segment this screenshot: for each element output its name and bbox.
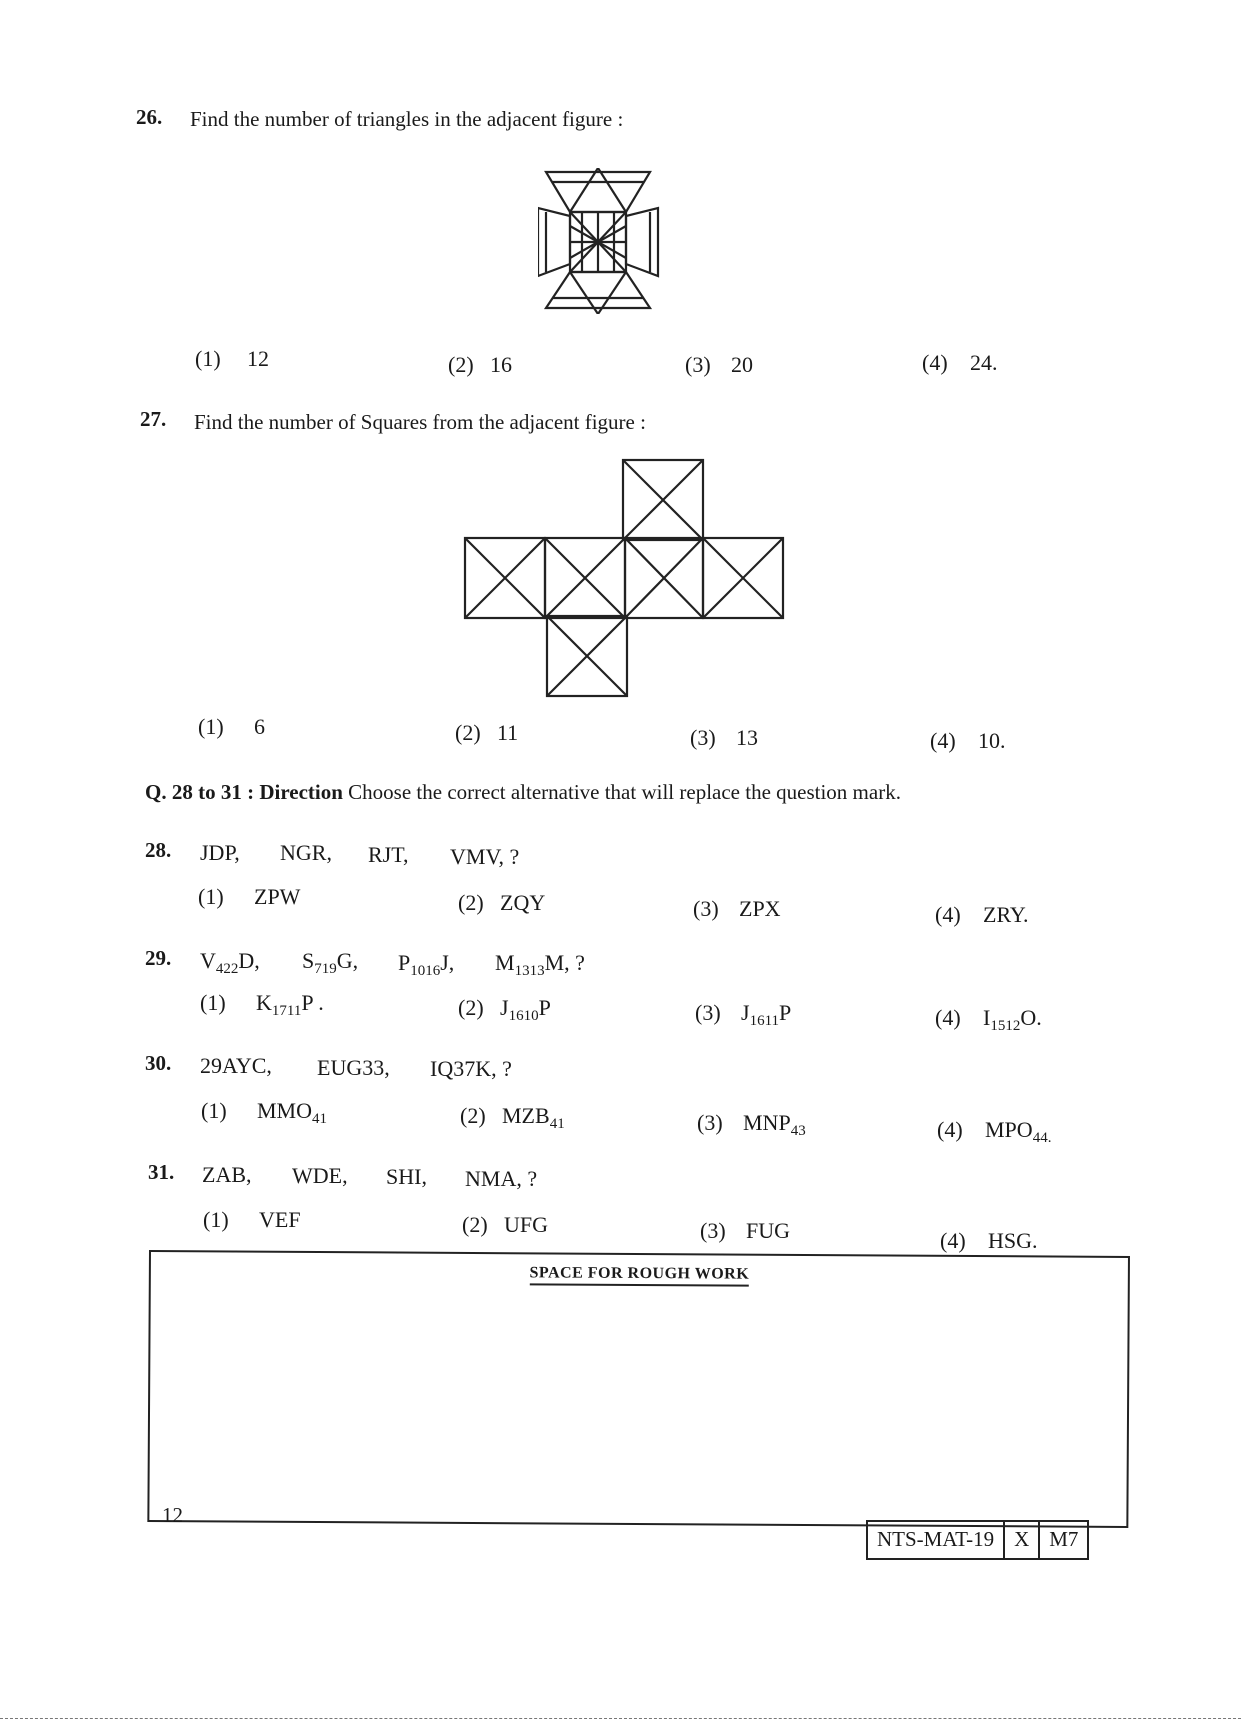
sequence-term: NMA, ? [465,1166,538,1191]
rough-work-title: SPACE FOR ROUGH WORK [151,1262,1128,1286]
triangle-figure [538,168,688,314]
sequence-term: JDP, [200,840,240,865]
option-3[interactable]: (3) $J_{1611}P$ [695,1000,792,1029]
option-2[interactable]: (2) $MZB_{41}$ [460,1103,565,1132]
question-number: 31. [148,1160,175,1184]
sequence-term: $V_{422}D$, [200,948,260,977]
option-4[interactable]: (4) ZRY. [935,902,1029,927]
option-4[interactable]: (4) $I_{1512}O$. [935,1005,1042,1034]
sequence-term: IQ37K, ? [430,1056,512,1081]
option-4[interactable]: (4) 10. [930,728,1006,753]
question-text: Find the number of Squares from the adjacent figure : [194,410,646,434]
option-1[interactable]: (1) $MMO_{41}$ [201,1098,328,1127]
option-4[interactable]: (4) $MPO_{44.}$ [937,1117,1052,1146]
class-code: X [1003,1522,1038,1558]
option-1[interactable]: (1) 6 [198,714,265,739]
option-2[interactable]: (2) 11 [455,720,519,745]
option-2[interactable]: (2) 16 [448,352,512,377]
question-number: 28. [145,838,172,862]
direction-text: Q. 28 to 31 : Direction Choose the correct alternative that will replace the question mark. [145,780,901,804]
sequence-term: $M_{1313}M$, ? [495,950,585,979]
sequence-term: SHI, [386,1164,427,1189]
option-3[interactable]: (3) 13 [690,725,758,750]
option-2[interactable]: (2) ZQY [458,890,546,915]
sequence-term: VMV, ? [450,844,520,869]
option-4[interactable]: (4) 24. [922,350,998,375]
rough-work-box [147,1250,1130,1528]
option-1[interactable]: (1) VEF [203,1207,301,1232]
sequence-term: $S_{719}G$, [302,948,359,977]
option-2[interactable]: (2) $J_{1610}P$ [458,995,551,1024]
option-3[interactable]: (3) $MNP_{43}$ [697,1110,806,1139]
paper-code: NTS-MAT-19 [877,1527,995,1551]
sequence-term: WDE, [292,1163,348,1188]
question-number: 29. [145,946,172,970]
option-4[interactable]: (4) HSG. [940,1228,1038,1253]
sequence-term: EUG33, [317,1055,390,1080]
sequence-term: NGR, [280,840,332,865]
option-2[interactable]: (2) UFG [462,1212,549,1237]
option-1[interactable]: (1) 12 [195,346,269,371]
page-number: 12 [162,1503,183,1527]
option-3[interactable]: (3) FUG [700,1218,791,1243]
sequence-term: 29AYC, [200,1053,272,1078]
squares-figure [463,458,785,698]
question-number: 30. [145,1051,172,1075]
question-text: Find the number of triangles in the adjacent figure : [190,107,624,131]
option-1[interactable]: (1) ZPW [198,884,301,909]
set-code: M7 [1038,1522,1087,1558]
paper-code-box [866,1520,1089,1560]
sequence-term: RJT, [368,842,409,867]
sequence-term: $P_{1016}J$, [398,950,455,979]
option-1[interactable]: (1) $K_{1711}P$ . [200,990,324,1019]
question-number: 27. [140,407,167,431]
scan-edge-line [0,1718,1241,1719]
sequence-term: ZAB, [202,1162,252,1187]
question-number: 26. [136,105,163,129]
option-3[interactable]: (3) 20 [685,352,753,377]
option-3[interactable]: (3) ZPX [693,896,781,921]
